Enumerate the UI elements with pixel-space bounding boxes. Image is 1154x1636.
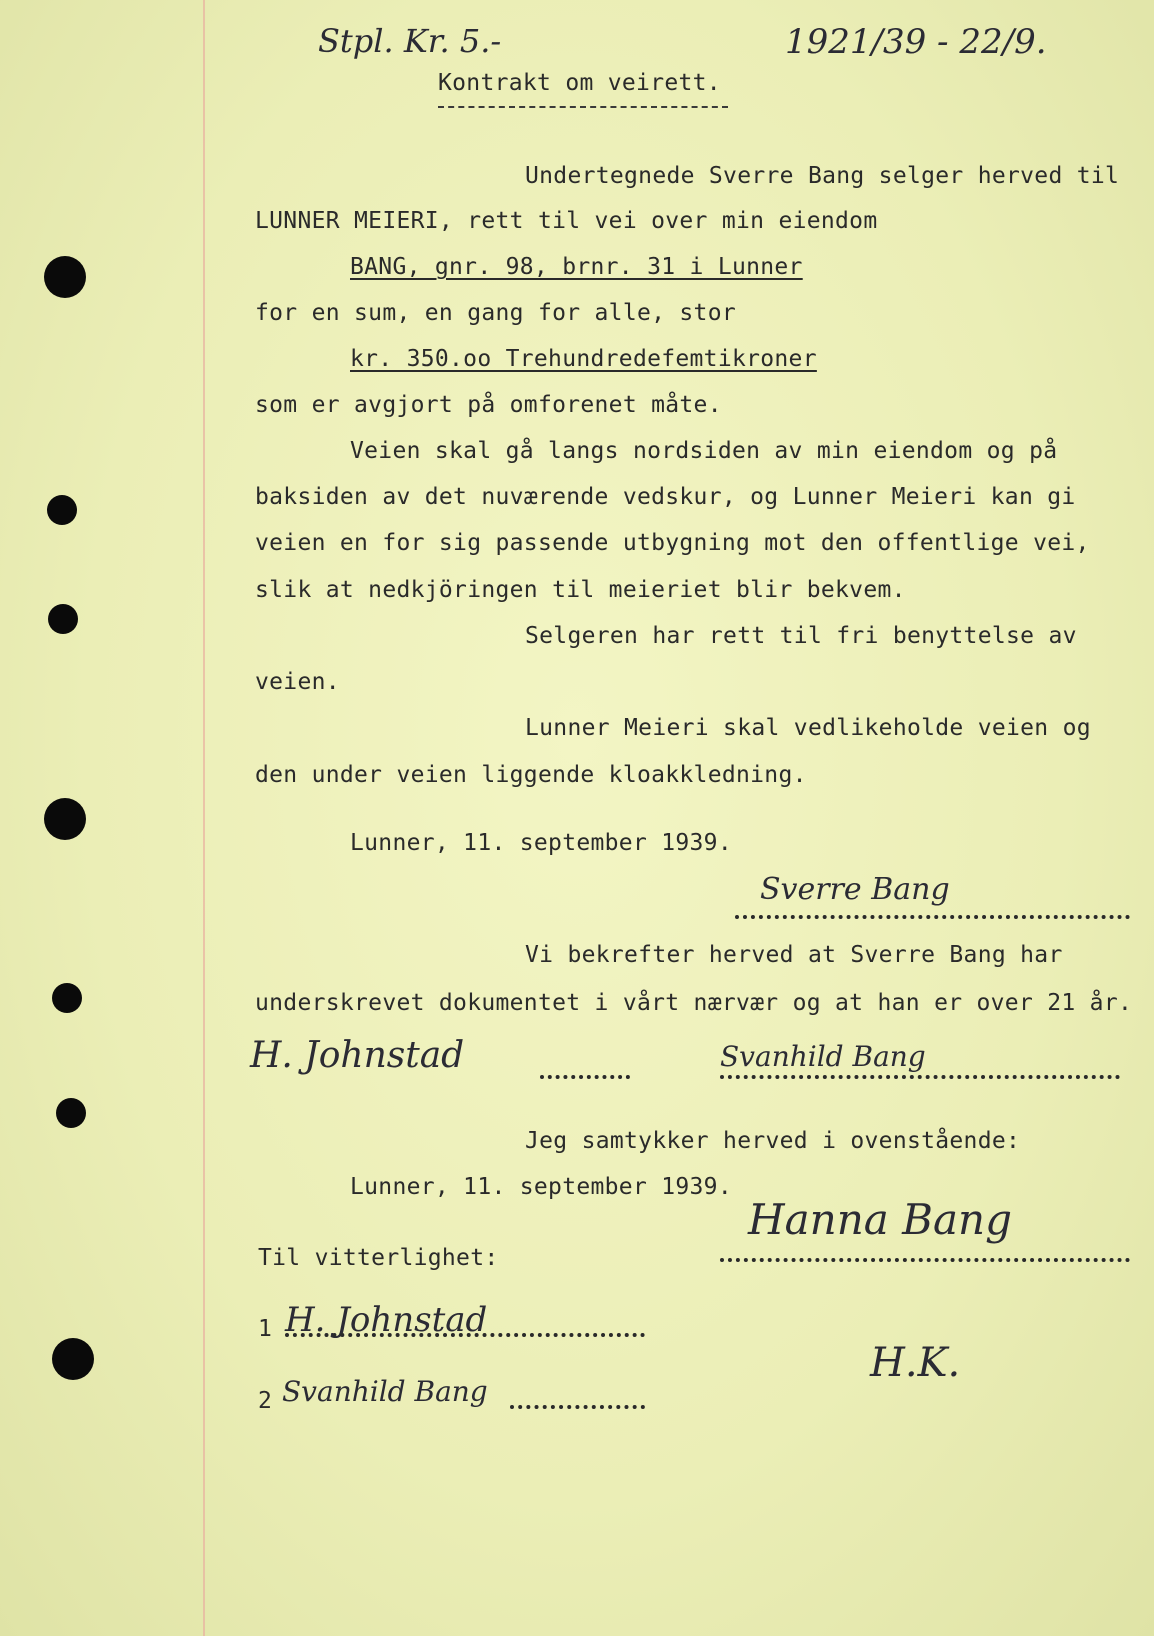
body-line: LUNNER MEIERI, rett til vei over min eiendom [255, 208, 878, 234]
punch-hole [44, 798, 86, 840]
body-line: Veien skal gå langs nordsiden av min eiendom og på [350, 438, 1058, 464]
punch-hole [56, 1098, 86, 1128]
title-rule [438, 106, 728, 108]
signature-line [510, 1405, 645, 1409]
signature-line [720, 1258, 1130, 1262]
signature-line [720, 1075, 1120, 1079]
body-line: for en sum, en gang for alle, stor [255, 300, 737, 326]
punch-hole [47, 495, 77, 525]
consent-statement: Jeg samtykker herved i ovenstående: [525, 1128, 1021, 1154]
body-line: Undertegnede Sverre Bang selger herved til [525, 163, 1120, 189]
amount-line: kr. 350.oo Trehundredefemtikroner [350, 346, 817, 372]
signature-svanhild-bang: Svanhild Bang [720, 1040, 926, 1073]
signature-line [540, 1075, 630, 1079]
body-line: veien en for sig passende utbygning mot den offentlige vei, [255, 530, 1090, 556]
signature-witness-left: H. Johnstad [250, 1035, 465, 1076]
signature-hanna-bang: Hanna Bang [748, 1195, 1012, 1244]
initials: H.K. [870, 1340, 961, 1386]
body-line: Selgeren har rett til fri benyttelse av [525, 623, 1077, 649]
property-line: BANG, gnr. 98, brnr. 31 i Lunner [350, 254, 803, 280]
witness-statement: underskrevet dokumentet i vårt nærvær og at han er over 21 år. [255, 990, 1133, 1016]
body-line: den under veien liggende kloakkledning. [255, 762, 807, 788]
punch-hole [52, 983, 82, 1013]
signature-line [735, 915, 1130, 919]
body-line: Lunner Meieri skal vedlikeholde veien og [525, 715, 1091, 741]
signature-witness-1: H. Johnstad [285, 1300, 488, 1340]
punch-hole [44, 256, 86, 298]
body-line: baksiden av det nuværende vedskur, og Lunner Meieri kan gi [255, 484, 1076, 510]
punch-hole [52, 1338, 94, 1380]
body-line: veien. [255, 669, 340, 695]
body-line: slik at nedkjöringen til meieriet blir bekvem. [255, 577, 906, 603]
punch-hole [48, 604, 78, 634]
body-line: som er avgjort på omforenet måte. [255, 392, 722, 418]
place-date: Lunner, 11. september 1939. [350, 830, 732, 856]
signature-line [285, 1333, 645, 1337]
signature-witness-2: Svanhild Bang [282, 1375, 488, 1408]
page-title: Kontrakt om veirett. [438, 70, 721, 96]
margin-rule [203, 0, 205, 1636]
witness-number: 1 [258, 1316, 273, 1342]
handwritten-document-number: 1921/39 - 22/9. [785, 22, 1047, 62]
til-vitterlighet-label: Til vitterlighet: [258, 1245, 499, 1271]
witness-statement: Vi bekrefter herved at Sverre Bang har [525, 942, 1063, 968]
witness-number: 2 [258, 1388, 273, 1414]
signature-sverre-bang: Sverre Bang [760, 872, 950, 907]
handwritten-reference: Stpl. Kr. 5.- [318, 22, 502, 60]
place-date: Lunner, 11. september 1939. [350, 1174, 732, 1200]
